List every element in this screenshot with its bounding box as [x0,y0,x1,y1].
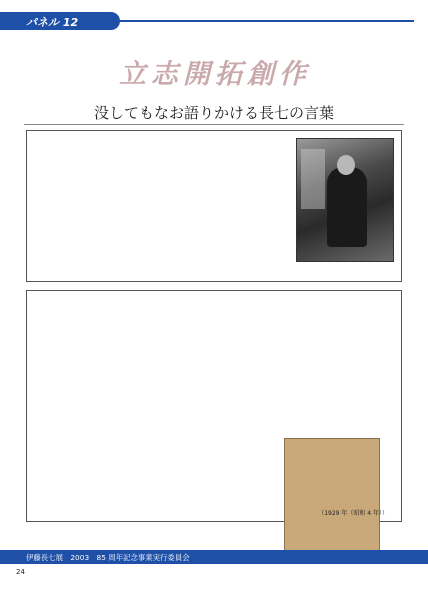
photo-face [337,155,355,175]
book-caption: （1929 年（昭和 4 年）） [318,510,388,517]
panel-label: パネル 12 [26,16,79,29]
source-note [26,526,406,544]
photo-background [301,149,325,209]
box2-body-left [36,432,286,484]
box1-closing [40,259,280,269]
box1-highlight [62,233,182,255]
panel-header [0,12,120,30]
box1-body [36,162,296,232]
header-rule [118,20,414,22]
footer-text: 伊藤長七展 2003 85 周年記念事業実行委員会 [26,553,190,562]
page-number: 24 [16,568,25,576]
footer-bar [0,550,428,564]
calligraphy-motto: 立志開拓創作 [119,59,311,90]
book-title [321,447,333,517]
portrait-photo [296,138,394,262]
title-divider [24,124,404,125]
page-title: 没してもなお語りかける長七の言葉 [93,104,334,122]
photo-figure [327,167,367,247]
box1-lead [36,134,306,162]
